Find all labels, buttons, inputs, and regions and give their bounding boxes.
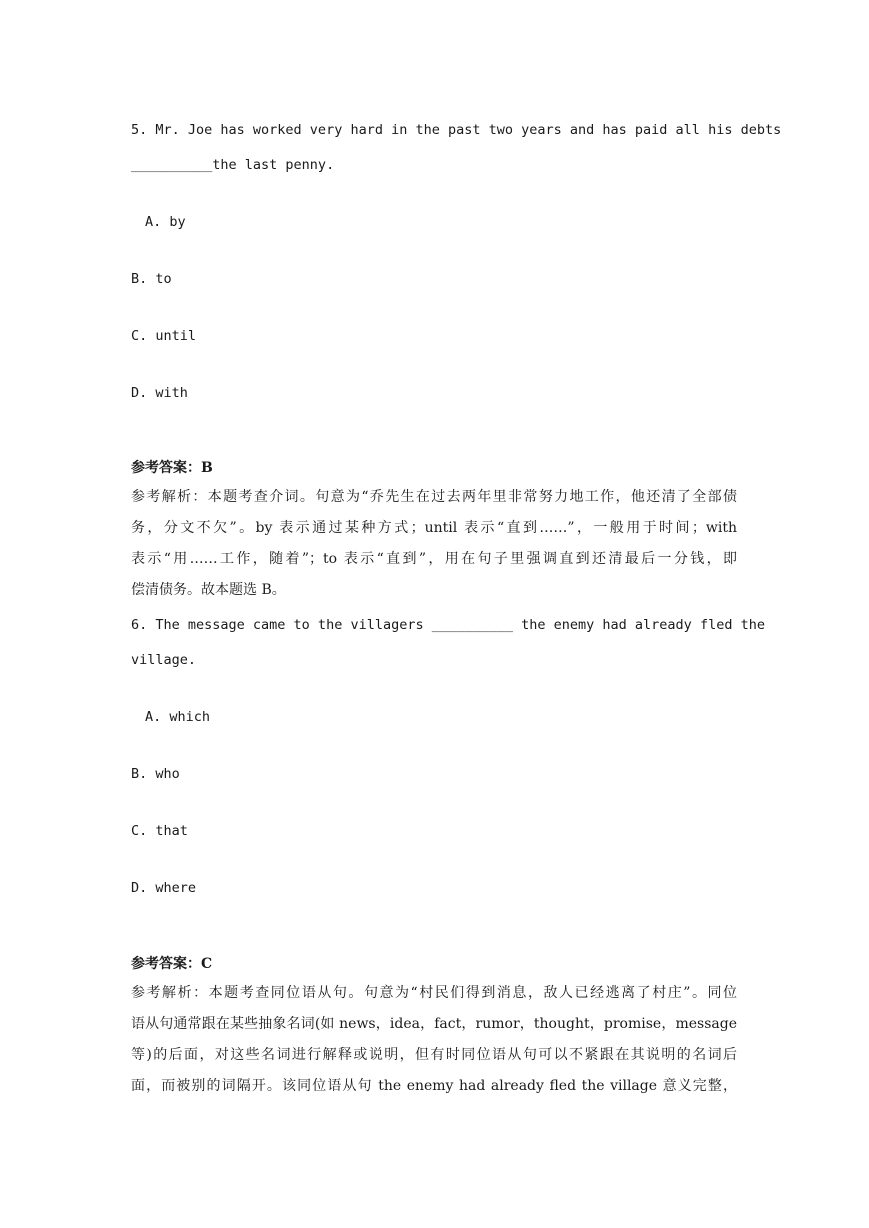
question-6-option-a: A. which (145, 709, 211, 725)
question-5-option-c: C. until (131, 328, 197, 344)
question-5-explanation-line-2: 务，分文不欠”。by 表示通过某种方式；until 表示“直到……”，一般用于时间；with (131, 520, 737, 536)
question-6-stem-line-2: village. (131, 652, 197, 668)
question-6-explanation-line-4: 面，而被别的词隔开。该同位语从句 the enemy had already fled the village 意义完整， (131, 1078, 737, 1094)
question-5-option-a: A. by (145, 214, 186, 230)
question-5-explanation-line-3: 表示“用……工作，随着”；to 表示“直到”，用在句子里强调直到还清最后一分钱，即 (131, 551, 737, 567)
question-6-explanation-line-3: 等)的后面，对这些名词进行解释或说明，但有时同位语从句可以不紧跟在其说明的名词后 (131, 1047, 737, 1063)
question-6-option-d: D. where (131, 880, 197, 896)
question-6-option-b: B. who (131, 766, 180, 782)
question-6-explanation-line-2: 语从句通常跟在某些抽象名词(如 news，idea，fact，rumor，thought，promise，message (131, 1016, 737, 1032)
question-6-answer: 参考答案：C (131, 956, 213, 972)
question-5-explanation-line-1: 参考解析：本题考查介词。句意为“乔先生在过去两年里非常努力地工作，他还清了全部债 (131, 489, 737, 505)
question-6-stem-line-1: 6. The message came to the villagers __________ the enemy had already fled the (131, 617, 765, 633)
question-5-option-b: B. to (131, 271, 172, 287)
question-5-answer: 参考答案：B (131, 460, 213, 476)
question-5-explanation-line-4: 偿清债务。故本题选 B。 (131, 582, 286, 598)
question-5-stem-line-1: 5. Mr. Joe has worked very hard in the past two years and has paid all his debts (131, 122, 782, 138)
question-6-option-c: C. that (131, 823, 188, 839)
question-6-explanation-line-1: 参考解析：本题考查同位语从句。句意为“村民们得到消息，敌人已经逃离了村庄”。同位 (131, 985, 737, 1001)
question-5-stem-line-2: __________the last penny. (131, 157, 335, 173)
question-5-option-d: D. with (131, 385, 188, 401)
